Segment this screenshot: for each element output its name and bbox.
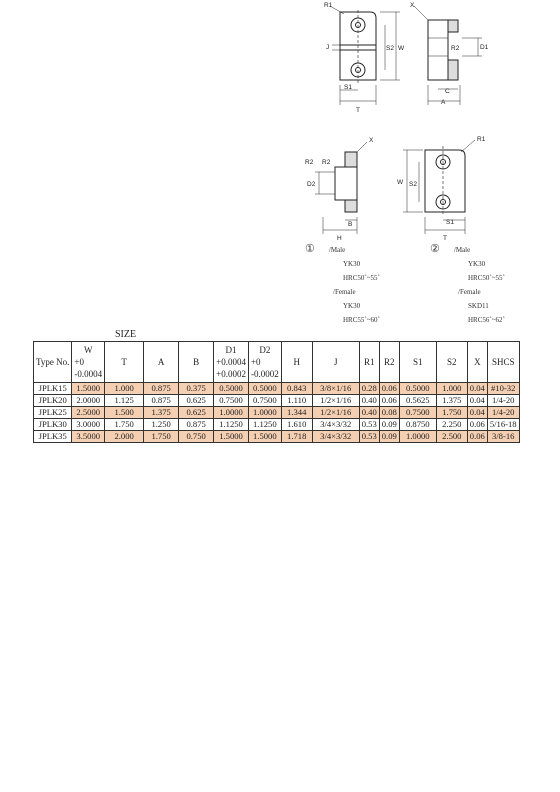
cell-d1: 0.5000 xyxy=(214,383,249,395)
cell-t: 1.500 xyxy=(105,407,144,419)
cell-j: 1/2×1/16 xyxy=(312,407,359,419)
male-label: /Male xyxy=(328,246,346,254)
cell-j: 3/4×3/32 xyxy=(312,431,359,443)
cell-b: 0.375 xyxy=(179,383,214,395)
note-number: ① xyxy=(305,243,315,255)
cell-b: 0.625 xyxy=(179,395,214,407)
cell-h: 1.610 xyxy=(281,419,312,431)
header-b: B xyxy=(179,342,214,383)
label-j: J xyxy=(326,44,330,51)
label-t: T xyxy=(356,107,360,114)
label-a: A xyxy=(441,99,446,106)
cell-s1: 0.8750 xyxy=(399,419,436,431)
male-block-drawing xyxy=(295,132,500,242)
cell-x: 0.06 xyxy=(467,419,487,431)
cell-r2: 0.06 xyxy=(379,395,399,407)
cell-s2: 2.250 xyxy=(436,419,467,431)
label-b: B xyxy=(348,221,353,228)
label-r2: R2 xyxy=(451,45,460,52)
cell-h: 1.344 xyxy=(281,407,312,419)
cell-r2: 0.09 xyxy=(379,419,399,431)
header-shcs: SHCS xyxy=(487,342,519,383)
cell-j: 3/8×1/16 xyxy=(312,383,359,395)
cell-shcs: #10-32 xyxy=(487,383,519,395)
female-label: /Female xyxy=(333,288,356,296)
male-material: YK30 xyxy=(468,260,486,268)
cell-w: 2.5000 xyxy=(72,407,105,419)
cell-w: 1.5000 xyxy=(72,383,105,395)
label-c: C xyxy=(445,88,450,95)
female-hardness: HRC56˚~62˚ xyxy=(468,316,505,324)
label-w: W xyxy=(397,179,404,186)
cell-w: 3.0000 xyxy=(72,419,105,431)
female-hardness: HRC55˚~60˚ xyxy=(343,316,380,324)
header-row xyxy=(34,342,520,383)
cell-shcs: 5/16-18 xyxy=(487,419,519,431)
cell-r2: 0.09 xyxy=(379,431,399,443)
label-d1: D1 xyxy=(480,44,489,51)
material-notes-2 xyxy=(430,242,505,327)
cell-s2: 2.500 xyxy=(436,431,467,443)
cell-shcs: 1/4-20 xyxy=(487,407,519,419)
cell-d1: 0.7500 xyxy=(214,395,249,407)
cell-type: JPLK15 xyxy=(34,383,72,395)
cell-r2: 0.08 xyxy=(379,407,399,419)
table-row xyxy=(34,407,520,419)
cell-type: JPLK35 xyxy=(34,431,72,443)
cell-s2: 1.375 xyxy=(436,395,467,407)
cell-d2: 1.1250 xyxy=(248,419,281,431)
table-row xyxy=(34,395,520,407)
cell-s1: 0.5625 xyxy=(399,395,436,407)
cell-d1: 1.5000 xyxy=(214,431,249,443)
cell-j: 1/2×1/16 xyxy=(312,395,359,407)
cell-w: 2.0000 xyxy=(72,395,105,407)
cell-d2: 0.5000 xyxy=(248,383,281,395)
material-notes-1 xyxy=(305,242,380,327)
cell-shcs: 1/4-20 xyxy=(487,395,519,407)
cell-r1: 0.53 xyxy=(359,419,379,431)
header-h: H xyxy=(281,342,312,383)
header-s2: S2 xyxy=(436,342,467,383)
cell-b: 0.625 xyxy=(179,407,214,419)
cell-d1: 1.0000 xyxy=(214,407,249,419)
cell-b: 0.750 xyxy=(179,431,214,443)
cell-r1: 0.40 xyxy=(359,407,379,419)
cell-x: 0.04 xyxy=(467,383,487,395)
label-s1: S1 xyxy=(344,84,352,91)
cell-d2: 1.0000 xyxy=(248,407,281,419)
label-s2: S2 xyxy=(386,45,394,52)
cell-a: 1.750 xyxy=(144,431,179,443)
cell-s2: 1.750 xyxy=(436,407,467,419)
cell-b: 0.875 xyxy=(179,419,214,431)
cell-x: 0.04 xyxy=(467,407,487,419)
cell-a: 1.250 xyxy=(144,419,179,431)
header-r1: R1 xyxy=(359,342,379,383)
header-d1: D1 +0.0004 +0.0002 xyxy=(214,342,249,383)
cell-s2: 1.000 xyxy=(436,383,467,395)
cell-d2: 0.7500 xyxy=(248,395,281,407)
female-material: SKD11 xyxy=(468,302,489,310)
male-material: YK30 xyxy=(343,260,361,268)
cell-x: 0.06 xyxy=(467,431,487,443)
cell-s1: 0.7500 xyxy=(399,407,436,419)
cell-x: 0.04 xyxy=(467,395,487,407)
cell-t: 1.750 xyxy=(105,419,144,431)
label-s1: S1 xyxy=(446,219,454,226)
header-x: X xyxy=(467,342,487,383)
header-t: T xyxy=(105,342,144,383)
header-a: A xyxy=(144,342,179,383)
cell-j: 3/4×3/32 xyxy=(312,419,359,431)
header-r2: R2 xyxy=(379,342,399,383)
label-r1: R1 xyxy=(324,2,333,9)
cell-a: 1.375 xyxy=(144,407,179,419)
table-row xyxy=(34,419,520,431)
cell-t: 1.000 xyxy=(105,383,144,395)
label-r2-b: R2 xyxy=(322,159,331,166)
cell-r1: 0.53 xyxy=(359,431,379,443)
female-block-drawing xyxy=(310,0,510,120)
header-d2: D2 +0 -0.0002 xyxy=(248,342,281,383)
male-label: /Male xyxy=(453,246,471,254)
cell-w: 3.5000 xyxy=(72,431,105,443)
female-material: YK30 xyxy=(343,302,361,310)
header-j: J xyxy=(312,342,359,383)
cell-t: 1.125 xyxy=(105,395,144,407)
cell-a: 0.875 xyxy=(144,383,179,395)
cell-r2: 0.06 xyxy=(379,383,399,395)
cell-h: 1.110 xyxy=(281,395,312,407)
label-d2: D2 xyxy=(307,181,316,188)
header-w: W +0 -0.0004 xyxy=(72,342,105,383)
cell-r1: 0.28 xyxy=(359,383,379,395)
table-row xyxy=(34,431,520,443)
female-label: /Female xyxy=(458,288,481,296)
label-w: W xyxy=(398,45,405,52)
table-row xyxy=(34,383,520,395)
label-s2: S2 xyxy=(409,181,417,188)
label-x: X xyxy=(369,137,374,144)
label-h: H xyxy=(337,235,342,242)
cell-type: JPLK20 xyxy=(34,395,72,407)
male-hardness: HRC50˚~55˚ xyxy=(468,274,505,282)
spec-table xyxy=(33,341,520,443)
cell-shcs: 3/8-16 xyxy=(487,431,519,443)
label-r2-a: R2 xyxy=(305,159,314,166)
cell-t: 2.000 xyxy=(105,431,144,443)
cell-d2: 1.5000 xyxy=(248,431,281,443)
label-r1: R1 xyxy=(477,136,486,143)
cell-type: JPLK25 xyxy=(34,407,72,419)
male-hardness: HRC50˚~55˚ xyxy=(343,274,380,282)
note-number: ② xyxy=(430,243,440,255)
label-t: T xyxy=(443,235,447,242)
cell-h: 0.843 xyxy=(281,383,312,395)
cell-type: JPLK30 xyxy=(34,419,72,431)
label-x: X xyxy=(410,2,415,9)
cell-d1: 1.1250 xyxy=(214,419,249,431)
size-label: SIZE xyxy=(115,329,137,340)
header-type: Type No. xyxy=(34,342,72,383)
cell-s1: 1.0000 xyxy=(399,431,436,443)
header-s1: S1 xyxy=(399,342,436,383)
cell-a: 0.875 xyxy=(144,395,179,407)
cell-s1: 0.5000 xyxy=(399,383,436,395)
cell-r1: 0.40 xyxy=(359,395,379,407)
cell-h: 1.718 xyxy=(281,431,312,443)
